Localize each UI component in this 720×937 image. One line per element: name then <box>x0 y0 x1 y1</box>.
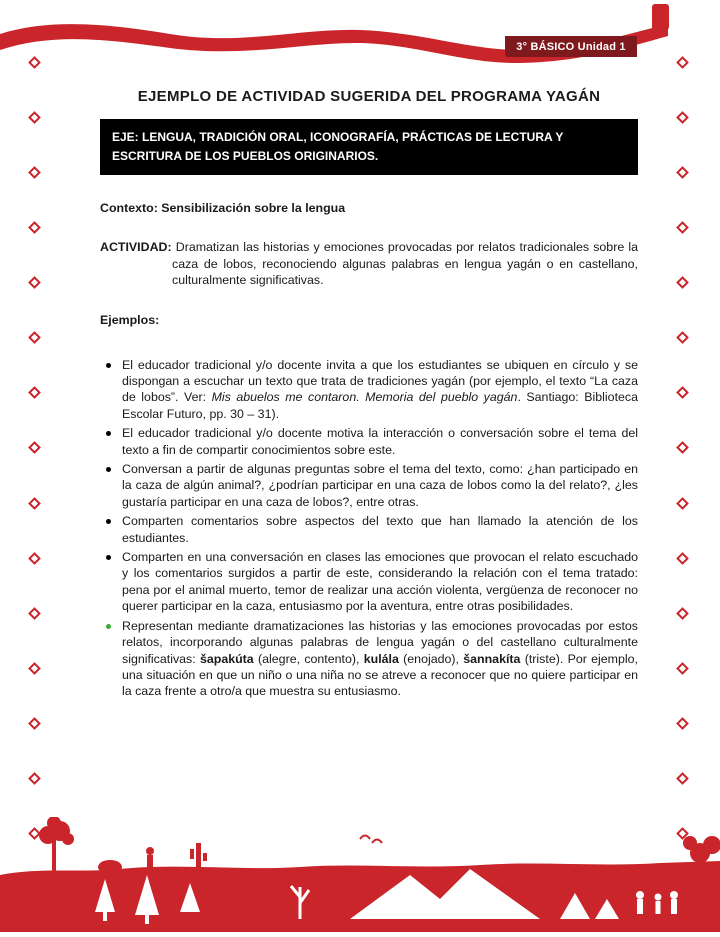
diamond-icon <box>28 387 41 400</box>
diamond-icon <box>28 56 41 69</box>
list-item-text <box>122 358 638 421</box>
left-margin-ornaments <box>26 58 42 838</box>
list-item-text: Comparten en una conversación en clases las emociones que provocan el relato escuchado y los comentarios surgidos a partir de este, considerando la relación con el tema tratado: pena por el animal muerto, temor de realizar una acción violenta, vergüenza de reconocer no querer participar en la caza, entusiasmo por la aventura, entre otras posibilidades. <box>122 550 638 614</box>
diamond-icon <box>676 497 689 510</box>
list-item <box>100 357 638 423</box>
list-item-text: Comparten comentarios sobre aspectos del texto que han llamado la atención de los estudiantes. <box>122 514 638 545</box>
diamond-icon <box>676 111 689 124</box>
context-text: Sensibilización sobre la lengua <box>161 201 346 216</box>
yagan-word: kulála <box>363 651 399 666</box>
diamond-icon <box>28 497 41 510</box>
diamond-icon <box>676 552 689 565</box>
diamond-icon <box>676 662 689 675</box>
text-segment: (alegre, contento), <box>253 651 364 666</box>
diamond-icon <box>676 276 689 289</box>
list-item <box>100 618 638 700</box>
diamond-icon <box>28 166 41 179</box>
list-item <box>100 461 638 510</box>
list-item <box>100 549 638 615</box>
diamond-icon <box>28 662 41 675</box>
diamond-icon <box>28 772 41 785</box>
top-wave-decoration <box>0 0 720 70</box>
text-segment: El educador tradicional y/o docente invita a que los estudiantes se ubiquen en círculo y se dispongan a escuchar un texto que trata de tradiciones yagán (por ejemplo, el texto “La caza de lobos”. Ver: <box>122 357 638 405</box>
right-margin-ornaments <box>674 58 690 838</box>
bullet-icon <box>106 431 111 436</box>
text-segment: . Santiago: Biblioteca Escolar Futuro, pp. 30 – 31). <box>122 390 638 421</box>
unit-badge: 3° BÁSICO Unidad 1 <box>505 36 637 57</box>
bullet-icon <box>106 467 111 472</box>
list-item-text <box>122 619 638 699</box>
footer-landscape-illustration <box>0 817 720 932</box>
examples-heading: Ejemplos: <box>100 312 160 327</box>
context-label: Contexto: <box>100 201 158 216</box>
diamond-icon <box>28 607 41 620</box>
diamond-icon <box>676 387 689 400</box>
context-line <box>100 201 638 215</box>
diamond-icon <box>676 717 689 730</box>
list-item-text: Conversan a partir de algunas preguntas sobre el tema del texto, como: ¿han participado en la caza de algún animal?, ¿podrían participar en una caza de lobos como la del relato?, ¿les gustaría participar en una caza de lobos?, entre otras. <box>122 462 638 509</box>
list-item-text: El educador tradicional y/o docente motiva la interacción o conversación sobre el tema del texto a fin de compartir conocimientos sobre este. <box>122 426 638 457</box>
bullet-icon <box>106 519 111 524</box>
green-bullet-icon <box>106 624 111 629</box>
diamond-icon <box>676 166 689 179</box>
diamond-icon <box>28 111 41 124</box>
page-title: EJEMPLO DE ACTIVIDAD SUGERIDA DEL PROGRAMA YAGÁN <box>137 88 601 105</box>
content-area <box>100 88 638 703</box>
examples-list <box>100 357 638 700</box>
diamond-icon <box>28 552 41 565</box>
text-segment: (triste). Por ejemplo, una situación en que un niño o una niña no se atreve a reconocer que no quiere participar en la caza frente a otro/a que muestra su entusiasmo. <box>122 651 638 699</box>
text-segment: Representan mediante dramatizaciones las historias y las emociones provocadas por estos relatos, incorporando algunas palabras de lengua yagán o del castellano culturalmente significativas: <box>122 618 638 666</box>
diamond-icon <box>676 772 689 785</box>
yagan-word: šapakúta <box>199 651 254 666</box>
activity-label: ACTIVIDAD: <box>100 240 172 255</box>
text-segment: (enojado), <box>398 651 464 666</box>
landscape-silhouette-icon <box>0 817 720 932</box>
diamond-icon <box>28 331 41 344</box>
list-item <box>100 425 638 458</box>
diamond-icon <box>676 221 689 234</box>
book-title-italic: Mis abuelos me contaron. Memoria del pueblo yagán <box>211 390 518 405</box>
wave-ribbon-icon <box>0 0 720 70</box>
diamond-icon <box>28 442 41 455</box>
bullet-icon <box>106 363 111 368</box>
activity-paragraph <box>100 239 638 288</box>
eje-banner: EJE: LENGUA, TRADICIÓN ORAL, ICONOGRAFÍA, PRÁCTICAS DE LECTURA Y ESCRITURA DE LOS PUEBLOS ORIGINARIOS. <box>100 119 638 175</box>
diamond-icon <box>676 442 689 455</box>
diamond-icon <box>676 56 689 69</box>
diamond-icon <box>28 221 41 234</box>
bullet-icon <box>106 555 111 560</box>
diamond-icon <box>28 717 41 730</box>
diamond-icon <box>676 331 689 344</box>
corner-tab-icon <box>652 4 669 30</box>
yagan-word: šannakíta <box>463 651 521 666</box>
activity-text: Dramatizan las historias y emociones provocadas por relatos tradicionales sobre la caza de lobos, reconociendo algunas palabras en lengua yagán o en castellano, culturalmente significativas. <box>172 240 638 288</box>
diamond-icon <box>676 607 689 620</box>
diamond-icon <box>28 276 41 289</box>
list-item <box>100 513 638 546</box>
